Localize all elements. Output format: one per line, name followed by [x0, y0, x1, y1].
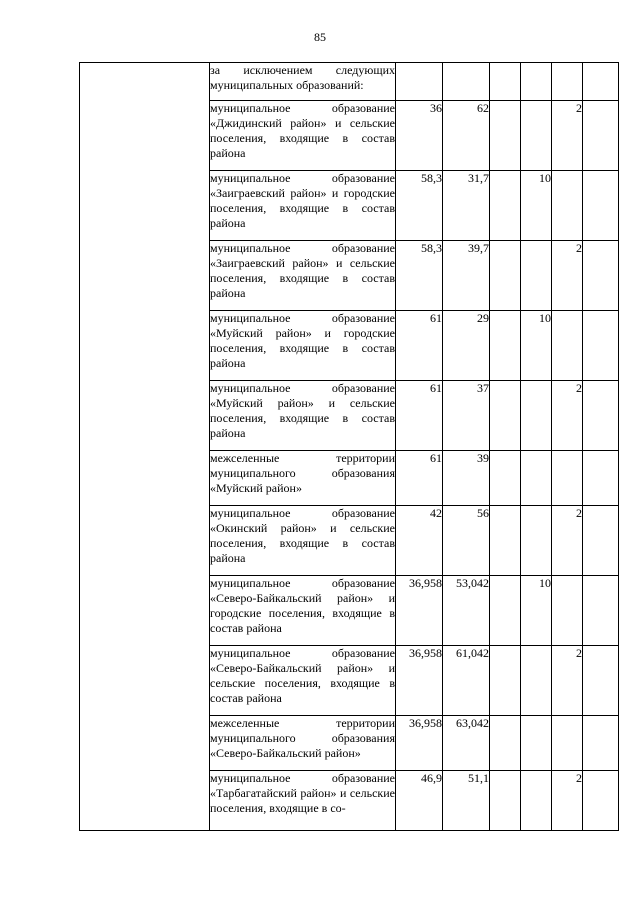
table-body	[80, 63, 619, 831]
description-cell: муниципальное образование «Джидинский район» и сельские поселения, входящие в состав района	[210, 101, 396, 171]
value-cell-5	[552, 311, 583, 381]
value-cell-4	[521, 716, 552, 771]
value-cell-1: 36,958	[396, 716, 443, 771]
value-cell-1: 46,9	[396, 771, 443, 831]
value-cell-5: 2	[552, 101, 583, 171]
description-cell: муниципальное образование «Северо-Байкальский район» и сельские поселения, входящие в состав района	[210, 646, 396, 716]
page-number: 85	[314, 30, 326, 44]
value-cell-6	[583, 381, 619, 451]
value-cell-3	[490, 451, 521, 506]
value-cell-6	[583, 646, 619, 716]
description-cell: муниципальное образование «Заиграевский район» и городские поселения, входящие в состав района	[210, 171, 396, 241]
value-cell-6	[583, 311, 619, 381]
value-cell-5: 2	[552, 506, 583, 576]
value-cell-5: 2	[552, 241, 583, 311]
value-cell-4	[521, 381, 552, 451]
value-cell-2: 39,7	[443, 241, 490, 311]
table-row	[80, 63, 619, 101]
value-cell-4	[521, 241, 552, 311]
description-cell: муниципальное образование «Заиграевский район» и сельские поселения, входящие в состав района	[210, 241, 396, 311]
value-cell-3	[490, 646, 521, 716]
value-cell-3	[490, 101, 521, 171]
value-cell-4	[521, 101, 552, 171]
description-cell: межселенные территории муниципального образования «Муйский район»	[210, 451, 396, 506]
value-cell-2: 63,042	[443, 716, 490, 771]
value-cell-6	[583, 771, 619, 831]
value-cell-6	[583, 506, 619, 576]
value-cell-6	[583, 101, 619, 171]
value-cell-6	[583, 241, 619, 311]
description-cell: муниципальное образование «Муйский район» и городские поселения, входящие в состав района	[210, 311, 396, 381]
value-cell-3	[490, 241, 521, 311]
value-cell-3	[490, 716, 521, 771]
value-cell-6	[583, 576, 619, 646]
value-cell-5	[552, 171, 583, 241]
value-cell-3	[490, 63, 521, 101]
value-cell-3	[490, 576, 521, 646]
value-cell-2: 62	[443, 101, 490, 171]
value-cell-5: 2	[552, 646, 583, 716]
data-table	[79, 62, 619, 831]
value-cell-1: 36	[396, 101, 443, 171]
value-cell-2: 31,7	[443, 171, 490, 241]
value-cell-2: 53,042	[443, 576, 490, 646]
value-cell-5	[552, 451, 583, 506]
value-cell-3	[490, 381, 521, 451]
value-cell-2: 56	[443, 506, 490, 576]
value-cell-2: 39	[443, 451, 490, 506]
value-cell-4: 10	[521, 171, 552, 241]
value-cell-1: 61	[396, 451, 443, 506]
value-cell-5	[552, 716, 583, 771]
value-cell-1: 61	[396, 311, 443, 381]
description-cell: муниципальное образование «Северо-Байкальский район» и городские поселения, входящие в состав района	[210, 576, 396, 646]
value-cell-4	[521, 451, 552, 506]
value-cell-1: 42	[396, 506, 443, 576]
value-cell-3	[490, 171, 521, 241]
value-cell-4	[521, 506, 552, 576]
value-cell-5	[552, 63, 583, 101]
value-cell-4	[521, 646, 552, 716]
value-cell-2: 61,042	[443, 646, 490, 716]
value-cell-1: 36,958	[396, 576, 443, 646]
value-cell-6	[583, 716, 619, 771]
value-cell-4	[521, 771, 552, 831]
value-cell-6	[583, 63, 619, 101]
value-cell-5: 2	[552, 771, 583, 831]
value-cell-5: 2	[552, 381, 583, 451]
description-cell: муниципальное образование «Тарбагатайский район» и сельские поселения, входящие в со-	[210, 771, 396, 831]
value-cell-1: 36,958	[396, 646, 443, 716]
value-cell-6	[583, 451, 619, 506]
value-cell-1: 58,3	[396, 241, 443, 311]
value-cell-6	[583, 171, 619, 241]
value-cell-3	[490, 771, 521, 831]
description-cell: межселенные территории муниципального образования «Северо-Байкальский район»	[210, 716, 396, 771]
description-cell: муниципальное образование «Муйский район» и сельские поселения, входящие в состав района	[210, 381, 396, 451]
value-cell-5	[552, 576, 583, 646]
value-cell-4: 10	[521, 576, 552, 646]
description-cell: за исключением следующих муниципальных образований:	[210, 63, 396, 101]
value-cell-4	[521, 63, 552, 101]
value-cell-3	[490, 311, 521, 381]
value-cell-2	[443, 63, 490, 101]
value-cell-2: 37	[443, 381, 490, 451]
value-cell-1: 58,3	[396, 171, 443, 241]
value-cell-2: 51,1	[443, 771, 490, 831]
value-cell-1: 61	[396, 381, 443, 451]
value-cell-1	[396, 63, 443, 101]
description-cell: муниципальное образование «Окинский район» и сельские поселения, входящие в состав района	[210, 506, 396, 576]
value-cell-3	[490, 506, 521, 576]
value-cell-2: 29	[443, 311, 490, 381]
first-column-merged-cell	[80, 63, 210, 831]
value-cell-4: 10	[521, 311, 552, 381]
